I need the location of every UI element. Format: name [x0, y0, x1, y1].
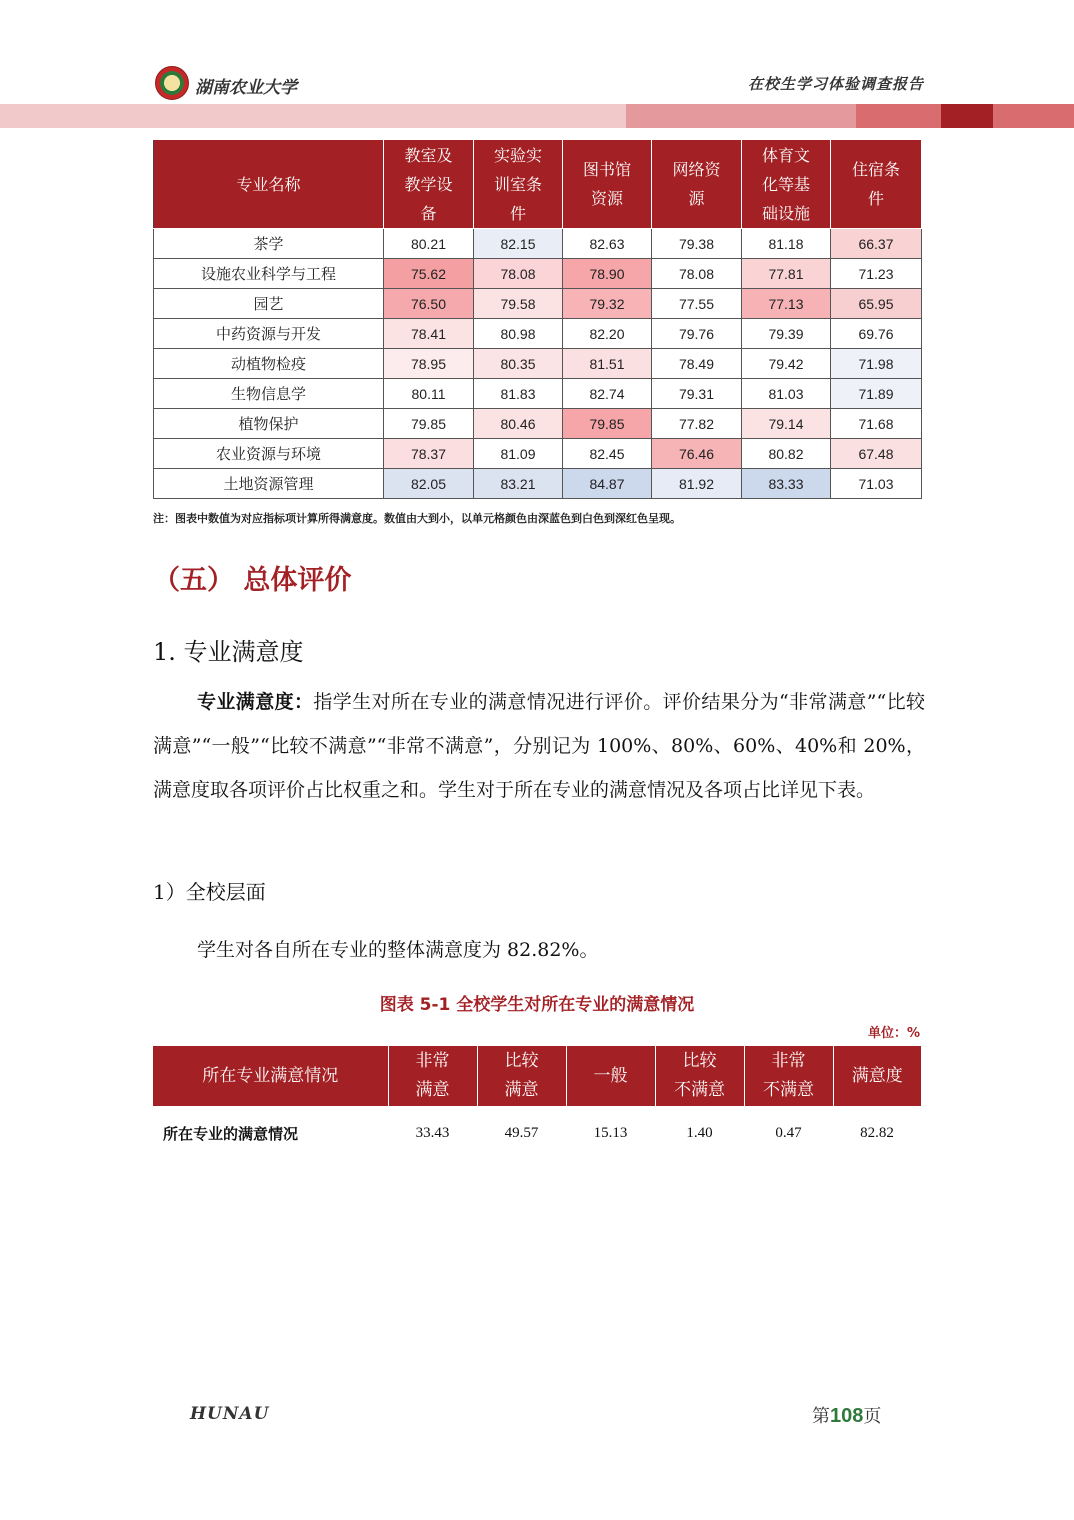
column-header: 比较 满意 [477, 1046, 566, 1106]
table-cell: 67.48 [831, 439, 922, 469]
table-cell: 71.03 [831, 469, 922, 499]
column-header: 网络资 源 [652, 140, 742, 229]
body-paragraph [153, 680, 925, 812]
table-cell: 77.55 [652, 289, 742, 319]
column-header: 非常 满意 [388, 1046, 477, 1106]
table-cell: 81.83 [474, 379, 563, 409]
major-name: 中药资源与开发 [154, 319, 384, 349]
table-cell: 79.85 [384, 409, 474, 439]
table-cell: 71.68 [831, 409, 922, 439]
table-cell: 82.15 [474, 229, 563, 259]
table-cell: 81.03 [742, 379, 831, 409]
column-header: 实验实 训室条 件 [474, 140, 563, 229]
column-header: 满意度 [833, 1046, 921, 1106]
table-cell: 81.51 [563, 349, 652, 379]
column-header: 住宿条 件 [831, 140, 922, 229]
header-band [993, 104, 1074, 128]
table-cell: 82.20 [563, 319, 652, 349]
table-cell: 82.82 [860, 1124, 894, 1141]
header-band [0, 104, 626, 128]
table-row [154, 349, 922, 379]
level-title: 1）全校层面 [153, 880, 266, 904]
table-cell: 82.74 [563, 379, 652, 409]
subsection-title: 1. 专业满意度 [153, 638, 304, 666]
table-cell: 49.57 [504, 1124, 539, 1141]
column-header: 比较 不满意 [655, 1046, 744, 1106]
table-cell: 82.45 [563, 439, 652, 469]
table-cell: 80.46 [474, 409, 563, 439]
table-cell: 81.92 [652, 469, 742, 499]
table-row [154, 469, 922, 499]
major-name: 农业资源与环境 [154, 439, 384, 469]
table-row [154, 439, 922, 469]
table-cell: 78.49 [652, 349, 742, 379]
table-cell: 80.21 [384, 229, 474, 259]
column-header: 所在专业满意情况 [153, 1046, 388, 1106]
footer-brand: HUNAU [190, 1404, 270, 1424]
major-facility-satisfaction-table [153, 139, 922, 499]
figure-caption: 图表 5-1 全校学生对所在专业的满意情况 [379, 995, 695, 1015]
major-name: 动植物检疫 [154, 349, 384, 379]
university-logo-icon [155, 66, 189, 100]
table-cell: 77.82 [652, 409, 742, 439]
major-name: 生物信息学 [154, 379, 384, 409]
table-cell: 79.32 [563, 289, 652, 319]
report-title: 在校生学习体验调查报告 [747, 75, 924, 93]
table-cell: 65.95 [831, 289, 922, 319]
table-cell: 78.08 [652, 259, 742, 289]
table-cell: 69.76 [831, 319, 922, 349]
table-cell: 76.46 [652, 439, 742, 469]
table-cell: 71.98 [831, 349, 922, 379]
table-cell: 80.35 [474, 349, 563, 379]
table-cell: 33.43 [415, 1124, 450, 1141]
table-cell: 79.31 [652, 379, 742, 409]
column-header: 体育文 化等基 础设施 [742, 140, 831, 229]
table-note: 注：图表中数值为对应指标项计算所得满意度。数值由大到小，以单元格颜色由深蓝色到白色到深红色呈现。 [153, 512, 681, 525]
table-cell: 79.85 [563, 409, 652, 439]
column-header: 一般 [566, 1046, 655, 1106]
table-cell: 77.13 [742, 289, 831, 319]
table-cell: 83.21 [474, 469, 563, 499]
table-cell: 78.41 [384, 319, 474, 349]
table-cell: 79.38 [652, 229, 742, 259]
header-band [856, 104, 941, 128]
table-row [154, 379, 922, 409]
major-name: 土地资源管理 [154, 469, 384, 499]
table-cell: 79.14 [742, 409, 831, 439]
major-name: 植物保护 [154, 409, 384, 439]
table-row [153, 1106, 921, 1160]
table-cell: 79.76 [652, 319, 742, 349]
table-cell: 78.37 [384, 439, 474, 469]
table-row [154, 229, 922, 259]
header-band [941, 104, 993, 128]
column-header: 教室及 教学设 备 [384, 140, 474, 229]
table-cell: 1.40 [686, 1124, 713, 1141]
page-header [0, 0, 1074, 140]
table-cell: 79.42 [742, 349, 831, 379]
table-cell: 81.18 [742, 229, 831, 259]
paragraph-body: 指学生对所在专业的满意情况进行评价。评价结果分为“非常满意”“比较满意”“一般”“比较不满意”“非常不满意”，分别记为 100%、80%、60%、40%和 20%，满意度取各项评价占比权重之和。学生对于所在专业的满意情况及各项占比详见下表。 [153, 691, 925, 801]
unit-label: 单位：% [867, 1026, 920, 1041]
table-cell: 79.58 [474, 289, 563, 319]
table-row [154, 289, 922, 319]
table-header-row [154, 140, 922, 229]
table-cell: 78.08 [474, 259, 563, 289]
table-cell: 71.89 [831, 379, 922, 409]
school-satisfaction-table [153, 1046, 921, 1160]
table-cell: 81.09 [474, 439, 563, 469]
table-cell: 80.98 [474, 319, 563, 349]
table-row [154, 259, 922, 289]
table-cell: 82.05 [384, 469, 474, 499]
paragraph-lead: 专业满意度： [197, 691, 314, 713]
table-cell: 66.37 [831, 229, 922, 259]
page-number: 第108页 [812, 1405, 882, 1427]
major-name: 茶学 [154, 229, 384, 259]
table-cell: 82.63 [563, 229, 652, 259]
major-name: 设施农业科学与工程 [154, 259, 384, 289]
row-name: 所在专业的满意情况 [163, 1124, 299, 1143]
table-cell: 78.95 [384, 349, 474, 379]
column-header: 专业名称 [154, 140, 384, 229]
university-name: 湖南农业大学 [195, 78, 297, 98]
table-cell: 80.11 [384, 379, 474, 409]
table-cell: 77.81 [742, 259, 831, 289]
table-cell: 84.87 [563, 469, 652, 499]
table-cell: 71.23 [831, 259, 922, 289]
table-cell: 79.39 [742, 319, 831, 349]
column-header: 非常 不满意 [744, 1046, 833, 1106]
table-header-row [153, 1046, 921, 1106]
table-cell: 78.90 [563, 259, 652, 289]
table-cell: 80.82 [742, 439, 831, 469]
table-cell: 75.62 [384, 259, 474, 289]
table-cell: 15.13 [593, 1124, 628, 1141]
column-header: 图书馆 资源 [563, 140, 652, 229]
table-cell: 0.47 [775, 1124, 802, 1141]
table-row [154, 409, 922, 439]
major-name: 园艺 [154, 289, 384, 319]
section-title: （五） 总体评价 [153, 565, 352, 596]
satisfaction-sentence: 学生对各自所在专业的整体满意度为 82.82%。 [197, 939, 599, 961]
table-row [154, 319, 922, 349]
header-band [626, 104, 856, 128]
table-cell: 83.33 [742, 469, 831, 499]
table-cell: 76.50 [384, 289, 474, 319]
